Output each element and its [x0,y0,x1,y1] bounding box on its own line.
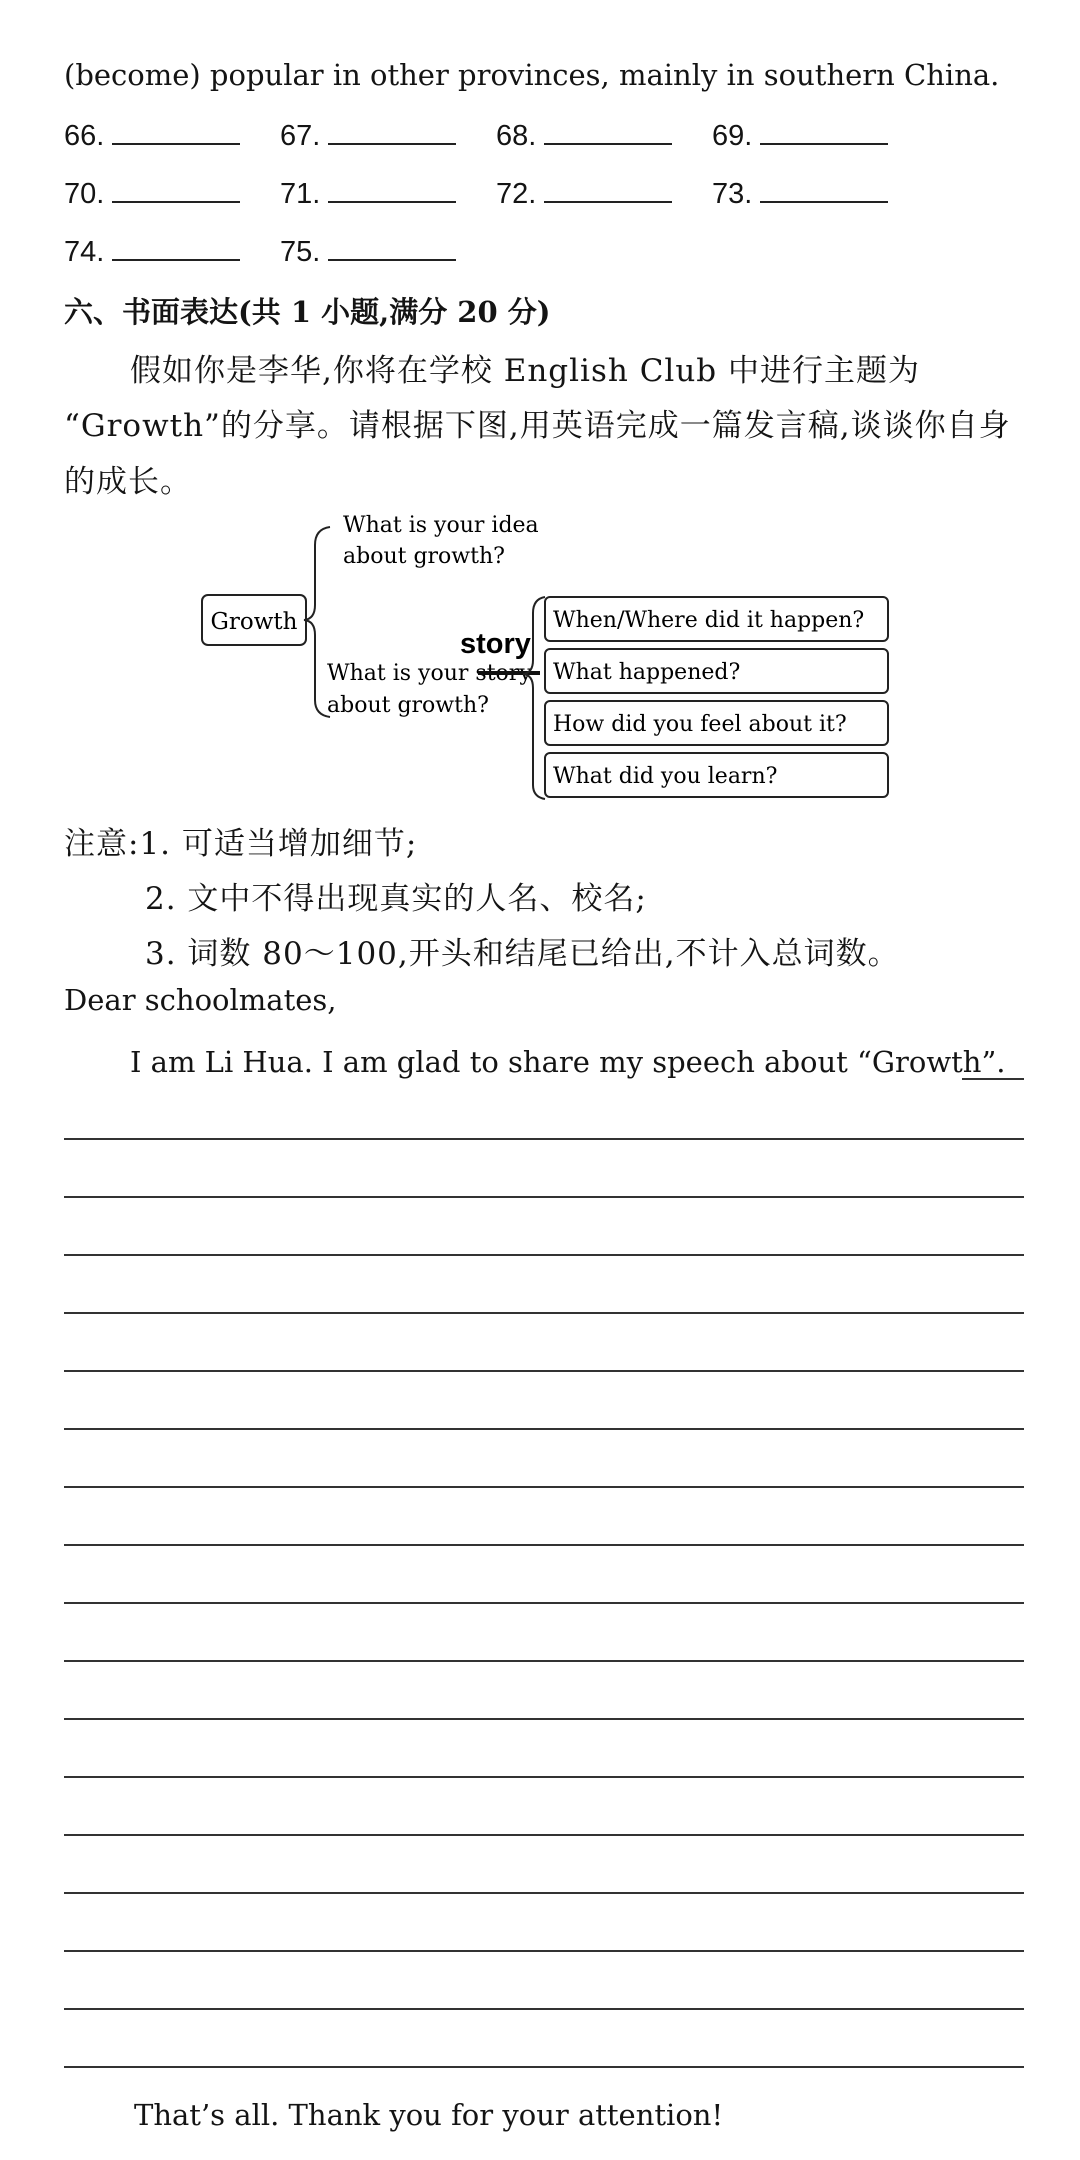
opening-blank[interactable] [962,1078,1024,1080]
answer-blank-68[interactable]: 68. [496,120,672,153]
answer-blank-74[interactable]: 74. [64,236,240,269]
writing-line[interactable] [64,1776,1024,1778]
writing-line[interactable] [64,1428,1024,1430]
answer-blank-66[interactable]: 66. [64,120,240,153]
writing-line[interactable] [64,1544,1024,1546]
writing-line[interactable] [64,1196,1024,1198]
answer-blank-69[interactable]: 69. [712,120,888,153]
section-title: 六、书面表达(共 1 小题,满分 20 分) [64,295,551,329]
answer-blank-72[interactable]: 72. [496,178,672,211]
opening-sentence: I am Li Hua. I am glad to share my speech about “Growth”. [130,1045,1006,1079]
branch1-line2: about growth? [343,544,505,569]
question-1: When/Where did it happen? [553,608,865,633]
greeting: Dear schoolmates, [64,983,337,1017]
branch2-line1: What is your [327,661,469,686]
intro-line: (become) popular in other provinces, mainly in southern China. [64,58,1000,92]
writing-line[interactable] [64,1138,1024,1140]
prompt-line-3: 的成长。 [64,464,192,500]
answer-blank-67[interactable]: 67. [280,120,456,153]
note-2: 2. 文中不得出现真实的人名、校名; [145,881,647,917]
answer-blank-75[interactable]: 75. [280,236,456,269]
writing-line[interactable] [64,2066,1024,2068]
answer-blank-70[interactable]: 70. [64,178,240,211]
question-2: What happened? [553,660,741,685]
answer-blank-71[interactable]: 71. [280,178,456,211]
root-label: Growth [210,609,298,635]
note-1: 1. 可适当增加细节; [139,826,418,862]
writing-line[interactable] [64,1370,1024,1372]
branch2-line2: about growth? [327,693,489,718]
writing-line[interactable] [64,1834,1024,1836]
handwritten-story: story [460,628,531,660]
writing-line[interactable] [64,1486,1024,1488]
root-brace [304,527,330,717]
writing-line[interactable] [64,2008,1024,2010]
writing-line[interactable] [64,1254,1024,1256]
question-4: What did you learn? [553,764,778,789]
closing-sentence: That’s all. Thank you for your attention! [134,2098,724,2132]
growth-mind-map [0,505,1080,805]
writing-line[interactable] [64,1602,1024,1604]
writing-line[interactable] [64,1892,1024,1894]
writing-line[interactable] [64,1312,1024,1314]
notes-label: 注意:1. 可适当增加细节; [64,826,418,862]
branch2-struck-word: story [475,661,532,686]
question-3: How did you feel about it? [553,712,847,737]
prompt-line-2: “Growth”的分享。请根据下图,用英语完成一篇发言稿,谈谈你自身 [64,408,1011,444]
note-3: 3. 词数 80～100,开头和结尾已给出,不计入总词数。 [145,936,900,972]
branch1-line1: What is your idea [343,513,539,538]
prompt-line-1: 假如你是李华,你将在学校 English Club 中进行主题为 [130,353,920,389]
writing-line[interactable] [64,1950,1024,1952]
writing-line[interactable] [64,1718,1024,1720]
answer-blank-73[interactable]: 73. [712,178,888,211]
writing-line[interactable] [64,1660,1024,1662]
